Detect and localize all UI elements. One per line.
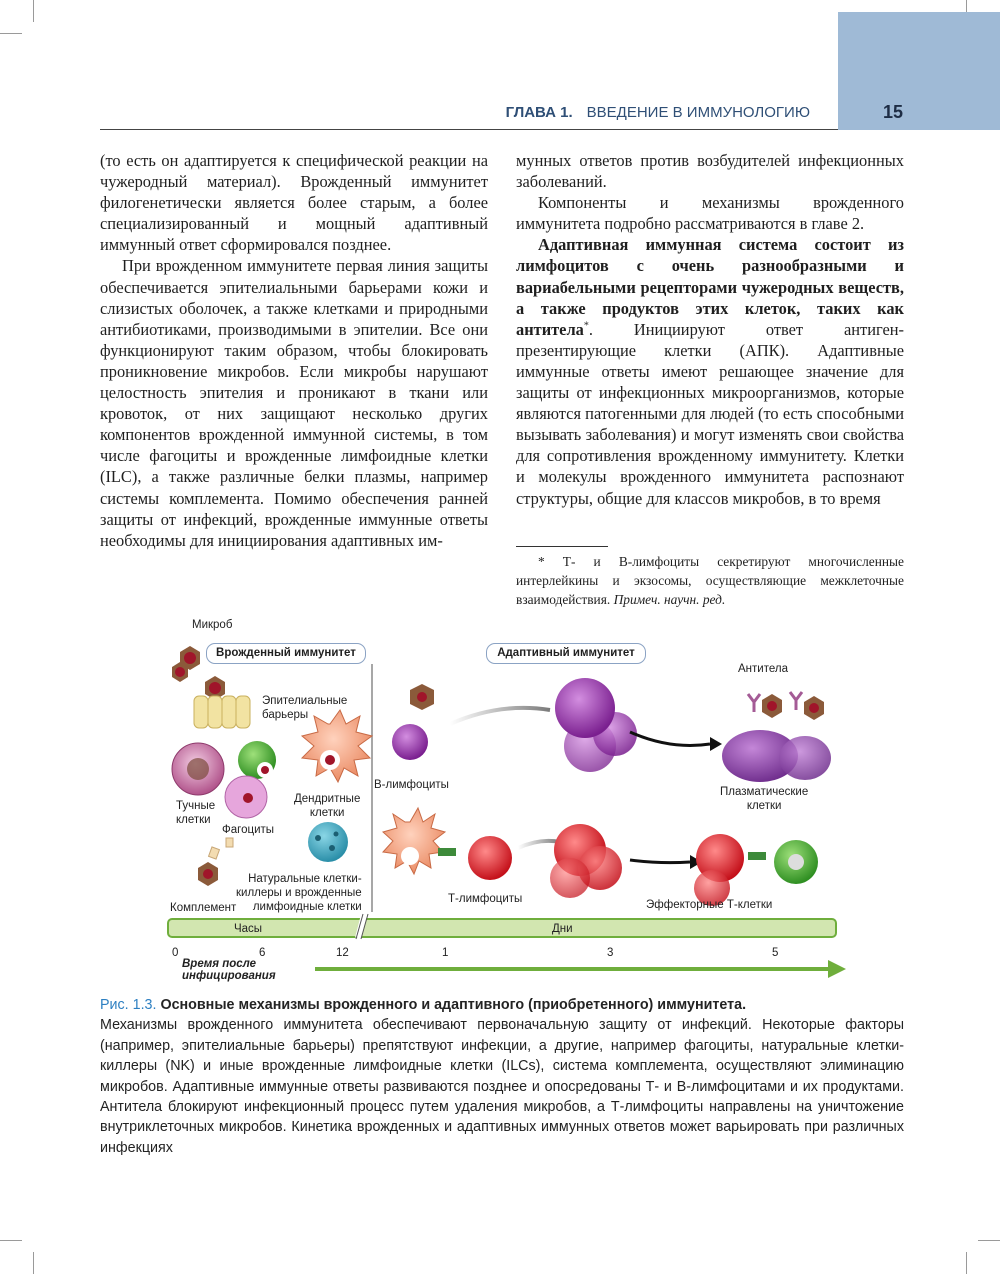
paragraph: При врожденном иммунитете первая линия защиты обеспечивается эпителиальными барьерами кожи и слизистых оболочек, а также клетками и природными антибиотиками, производимыми в эпителии. Все они функционируют таким образом, чтобы блокировать проникновение микробов. Если микробы нарушают целостность эпителия и проникают в ткани или кровоток, от них защищают несколько других компонентов врожденной иммунной системы, в том числе фагоциты и врожденные лимфоидные клетки (ILC), а также различные белки плазмы, например системы комплемента. Помимо обеспечения ранней защиты от инфекций, врожденные иммунные ответы необходимы для инициирования адаптивных им-	[100, 256, 488, 550]
tick-label: 5	[772, 947, 779, 959]
paragraph-text: . Инициируют ответ антиген-презентирующие клетки (АПК). Адаптивные иммунные ответы имеют решающее значение для защиты от инфекционных микроорганизмов, которые являются патогенными для людей (то есть способными вызывать заболевания) и могут изменять свои свойства для сопротивления врожденному иммунитету. Клетки и молекулы врожденного иммунитета распознают структуры, общие для классов микробов, в то время	[516, 319, 904, 508]
footnote	[516, 552, 904, 609]
label-nk-cells: Натуральные клетки- киллеры и врожденные лимфоидные клетки	[236, 873, 362, 913]
crop-mark	[33, 1252, 34, 1274]
crop-mark	[978, 1240, 1000, 1241]
label-epithelial: Эпителиальные барьеры	[262, 695, 348, 721]
caption-title: Основные механизмы врожденного и адаптивного (приобретенного) иммунитета.	[160, 997, 747, 1013]
complement-icon	[198, 838, 233, 886]
activated-b-cells-icon	[555, 678, 637, 772]
left-column	[100, 150, 488, 551]
tick-label: 6	[259, 947, 266, 959]
label-dendritic: Дендритные клетки	[294, 793, 361, 819]
label-t-lymphocytes: Т-лимфоциты	[448, 893, 523, 905]
timeline-bar	[168, 919, 836, 937]
t-lymphocyte-icon	[468, 836, 512, 880]
caption-body: Механизмы врожденного иммунитета обеспечивают первоначальную защиту от инфекций. Некоторые факторы (например, эпителиальные барьеры) препятствуют инфекции, а другие, например фагоциты, натуральные клетки-киллеры (NK) и иные врожденные лимфоидные клетки (ILCs), система комплемента, осуществляют элиминацию микробов. Адаптивные иммунные ответы развиваются позднее и опосредованы Т- и В-лимфоцитами и их продуктами. Антитела блокируют инфекционный процесс путем удаления микробов, а Т-лимфоциты направлены на уничтожение внутриклеточных микробов. Кинетика врожденных и адаптивных иммунных ответов может варьировать при различных инфекциях	[100, 1017, 904, 1156]
running-header	[480, 104, 810, 121]
footnote-rule	[516, 546, 608, 547]
activated-t-cells-icon	[550, 824, 622, 898]
editor-note: Примеч. научн. ред.	[613, 592, 726, 607]
adaptive-immunity-box: Адаптивный иммунитет	[486, 643, 646, 664]
epithelial-barrier-icon	[194, 696, 250, 728]
apc-icon	[383, 808, 445, 874]
label-b-lymphocytes: В-лимфоциты	[374, 779, 449, 791]
label-effector-t: Эффекторные Т-клетки	[646, 899, 773, 911]
label-hours: Часы	[234, 923, 263, 935]
paragraph	[516, 234, 904, 508]
tick-label: 12	[336, 947, 349, 959]
figure-caption	[100, 995, 904, 1158]
right-column	[516, 150, 904, 509]
nk-cell-icon	[308, 822, 348, 862]
label-plasma-cells: Плазматические клетки	[720, 786, 809, 812]
paragraph: Компоненты и механизмы врожденного иммунитета подробно рассматриваются в главе 2.	[516, 193, 904, 234]
differentiation-arrow	[450, 708, 550, 724]
page-number: 15	[882, 102, 904, 122]
crop-mark	[33, 0, 34, 22]
label-microbe: Микроб	[192, 619, 233, 631]
b-lymphocyte-icon	[392, 684, 434, 760]
footnote-marker: *	[583, 320, 589, 332]
crop-mark	[0, 33, 22, 34]
paragraph: мунных ответов против возбудителей инфекционных заболеваний.	[516, 151, 904, 192]
arrow-to-plasma	[630, 732, 710, 746]
chapter-number: ГЛАВА 1.	[505, 104, 573, 121]
crop-mark	[0, 1240, 22, 1241]
effector-t-cells-icon	[694, 834, 818, 906]
label-antibodies: Антитела	[738, 663, 788, 675]
label-days: Дни	[552, 923, 573, 935]
paragraph: (то есть он адаптируется к специфической реакции на чужеродный материал). Врожденный иммунитет филогенетически является более старым, а более специализированный и мощный адаптивный иммунный ответ сформировался позднее.	[100, 151, 488, 255]
caption-number: Рис. 1.3.	[100, 997, 157, 1013]
label-complement: Комплемент	[170, 902, 237, 914]
label-time-after-infection: Время после инфицирования	[182, 958, 276, 982]
chapter-title: ВВЕДЕНИЕ В ИММУНОЛОГИЮ	[586, 104, 810, 121]
crop-mark	[966, 1252, 967, 1274]
tick-label: 0	[172, 947, 179, 959]
tick-label: 3	[607, 947, 614, 959]
footnote-text: * Т- и В-лимфоциты секретируют многочисленные интерлейкины и экзосомы, осуществляющие межклеточные взаимодействия.	[516, 554, 904, 607]
figure-immunity	[160, 612, 850, 984]
time-arrow	[315, 960, 846, 978]
bold-text: Адаптивная иммунная система состоит из лимфоцитов с очень разнообразными и вариабельными рецепторами чужеродных веществ, а также продуктов этих клеток, таких как антитела	[516, 235, 904, 339]
innate-immunity-box: Врожденный иммунитет	[206, 643, 366, 664]
header-rule	[100, 129, 838, 130]
tick-label: 1	[442, 947, 449, 959]
antibody-icon	[748, 692, 824, 720]
label-mast-cells: Тучные клетки	[176, 800, 216, 826]
plasma-cells-icon	[722, 730, 831, 782]
label-phagocytes: Фагоциты	[222, 824, 275, 836]
